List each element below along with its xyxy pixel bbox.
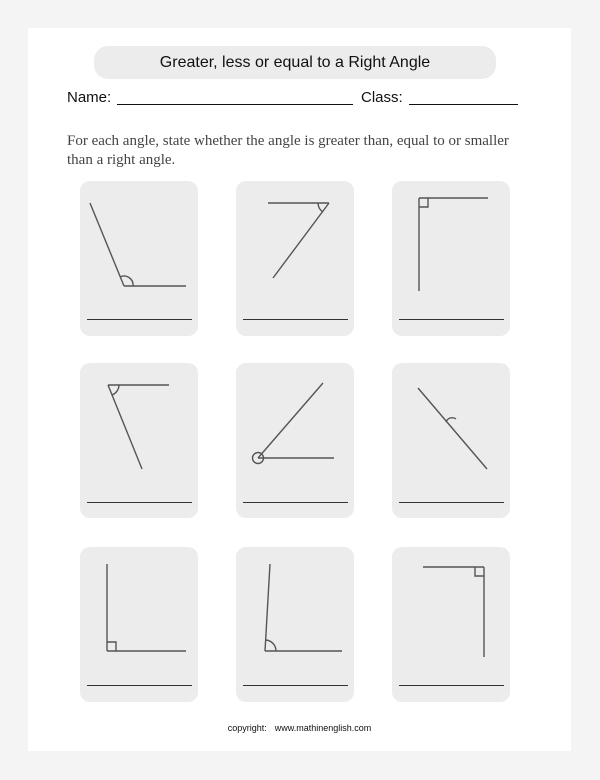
angle-figure-7 [80, 547, 198, 702]
angle-card-6 [392, 363, 510, 518]
copyright-footer [28, 723, 571, 733]
angle-figure-6 [392, 363, 510, 518]
answer-line-3[interactable] [399, 319, 504, 320]
angle-figure-5 [236, 363, 354, 518]
angle-card-2 [236, 181, 354, 336]
angle-card-7 [80, 547, 198, 702]
answer-line-4[interactable] [87, 502, 192, 503]
worksheet-title [94, 46, 496, 79]
angle-card-4 [80, 363, 198, 518]
answer-line-5[interactable] [243, 502, 348, 503]
angle-figure-2 [236, 181, 354, 336]
class-label: Class: [361, 89, 403, 106]
answer-line-7[interactable] [87, 685, 192, 686]
worksheet-title-text: Greater, less or equal to a Right Angle [159, 53, 431, 71]
angle-card-1 [80, 181, 198, 336]
class-field[interactable] [409, 104, 518, 105]
angle-figure-8 [236, 547, 354, 702]
copyright-site-link[interactable]: www.mathinenglish.com [274, 723, 372, 733]
name-field[interactable] [117, 104, 353, 105]
answer-line-8[interactable] [243, 685, 348, 686]
worksheet-page [28, 28, 571, 751]
name-label: Name: [67, 89, 112, 106]
angle-figure-3 [392, 181, 510, 336]
angle-card-3 [392, 181, 510, 336]
answer-line-6[interactable] [399, 502, 504, 503]
angle-card-9 [392, 547, 510, 702]
answer-line-9[interactable] [399, 685, 504, 686]
angle-card-8 [236, 547, 354, 702]
copyright-label: copyright: [227, 723, 267, 733]
angle-card-5 [236, 363, 354, 518]
angle-figure-1 [80, 181, 198, 336]
instructions-text: For each angle, state whether the angle is greater than, equal to or smaller than a right angle. [67, 133, 509, 168]
answer-line-1[interactable] [87, 319, 192, 320]
angle-figure-4 [80, 363, 198, 518]
angle-figure-9 [392, 547, 510, 702]
answer-line-2[interactable] [243, 319, 348, 320]
